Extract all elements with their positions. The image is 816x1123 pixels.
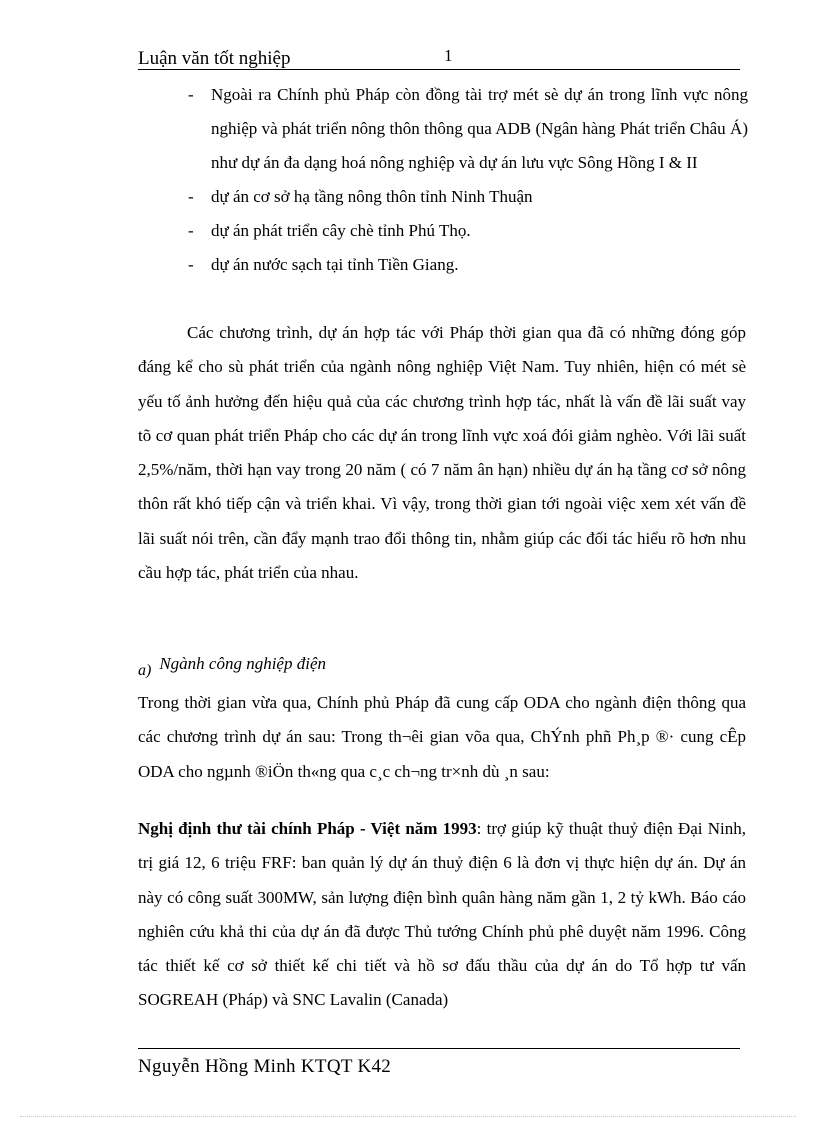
bullet-text: dự án phát triển cây chè tỉnh Phú Thọ. [211, 221, 471, 240]
bullet-dash: - [188, 85, 194, 104]
section-title: Ngành công nghiệp điện [159, 654, 326, 673]
paragraph-power-intro: Trong thời gian vừa qua, Chính phủ Pháp đã cung cấp ODA cho ngành điện thông qua các chương trình dự án sau: Trong th¬êi gian võa qua, ChÝnh phñ Ph¸p ®· cung cÊp ODA cho ngµnh ®iÖn th«ng qua c¸c ch¬ng tr×nh dù ¸n sau: [138, 693, 746, 781]
bullet-dash: - [188, 255, 194, 274]
section-letter: a) [138, 662, 152, 679]
paragraph-cooperation: Các chương trình, dự án hợp tác với Pháp thời gian qua đã có những đóng góp đáng kể cho sù phát triển của ngành nông nghiệp Việt Nam. Tuy nhiên, hiện có mét sè yếu tố ảnh hưởng đến hiệu quả của các chương trình hợp tác, nhất là vấn đề lãi suất vay tõ cơ quan phát triển Pháp cho các dự án trong lĩnh vực xoá đói giảm nghèo. Với lãi suất 2,5%/năm, thời hạn vay trong 20 năm ( có 7 năm ân hạn) nhiều dự án hạ tầng cơ sở nông thôn rất khó tiếp cận và triển khai. Vì vậy, trong thời gian tới ngoài việc xem xét vấn đề lãi suất nói trên, cần đẩy mạnh trao đổi thông tin, nhằm giúp các đối tác hiểu rõ hơn nhu cầu hợp tác, phát triển của nhau. [138, 323, 746, 583]
footer-rule [138, 1048, 740, 1049]
page-number: 1 [444, 46, 453, 65]
bullet-item [138, 248, 748, 282]
bullet-item [138, 214, 748, 248]
bullet-text: dự án nước sạch tại tỉnh Tiền Giang. [211, 255, 459, 274]
protocol-title: Nghị định thư tài chính Pháp - Việt năm 1993 [138, 819, 477, 838]
footer-author: Nguyễn Hồng Minh KTQT K42 [138, 1056, 392, 1077]
bullet-item [138, 78, 748, 180]
page-edge-dotted-line [20, 1116, 796, 1117]
section-heading [138, 654, 326, 679]
bullet-dash: - [188, 221, 194, 240]
paragraph-protocol [138, 812, 746, 1018]
bullet-item [138, 180, 748, 214]
bullet-text: dự án cơ sở hạ tầng nông thôn tỉnh Ninh Thuận [211, 187, 533, 206]
bullet-dash: - [188, 187, 194, 206]
header-rule [138, 69, 740, 70]
protocol-text: : trợ giúp kỹ thuật thuỷ điện Đại Ninh, trị giá 12, 6 triệu FRF: ban quản lý dự án thuỷ điện 6 là đơn vị thực hiện dự án. Dự án này có công suất 300MW, sản lượng điện bình quân hàng năm gần 1, 2 tỷ kWh. Báo cáo nghiên cứu khả thi của dự án đã được Thủ tướng Chính phủ phê duyệt năm 1996. Công tác thiết kế cơ sở thiết kế chi tiết và hồ sơ đấu thầu của dự án do Tổ hợp tư vấn SOGREAH (Pháp) và SNC Lavalin (Canada) [138, 819, 746, 1010]
header-title: Luận văn tốt nghiệp [138, 48, 291, 69]
bullet-list [138, 78, 748, 282]
bullet-text: Ngoài ra Chính phủ Pháp còn đồng tài trợ mét sè dự án trong lĩnh vực nông nghiệp và phát triển nông thôn thông qua ADB (Ngân hàng Phát triển Châu Á) như dự án đa dạng hoá nông nghiệp và dự án lưu vực Sông Hồng I & II [211, 85, 748, 172]
